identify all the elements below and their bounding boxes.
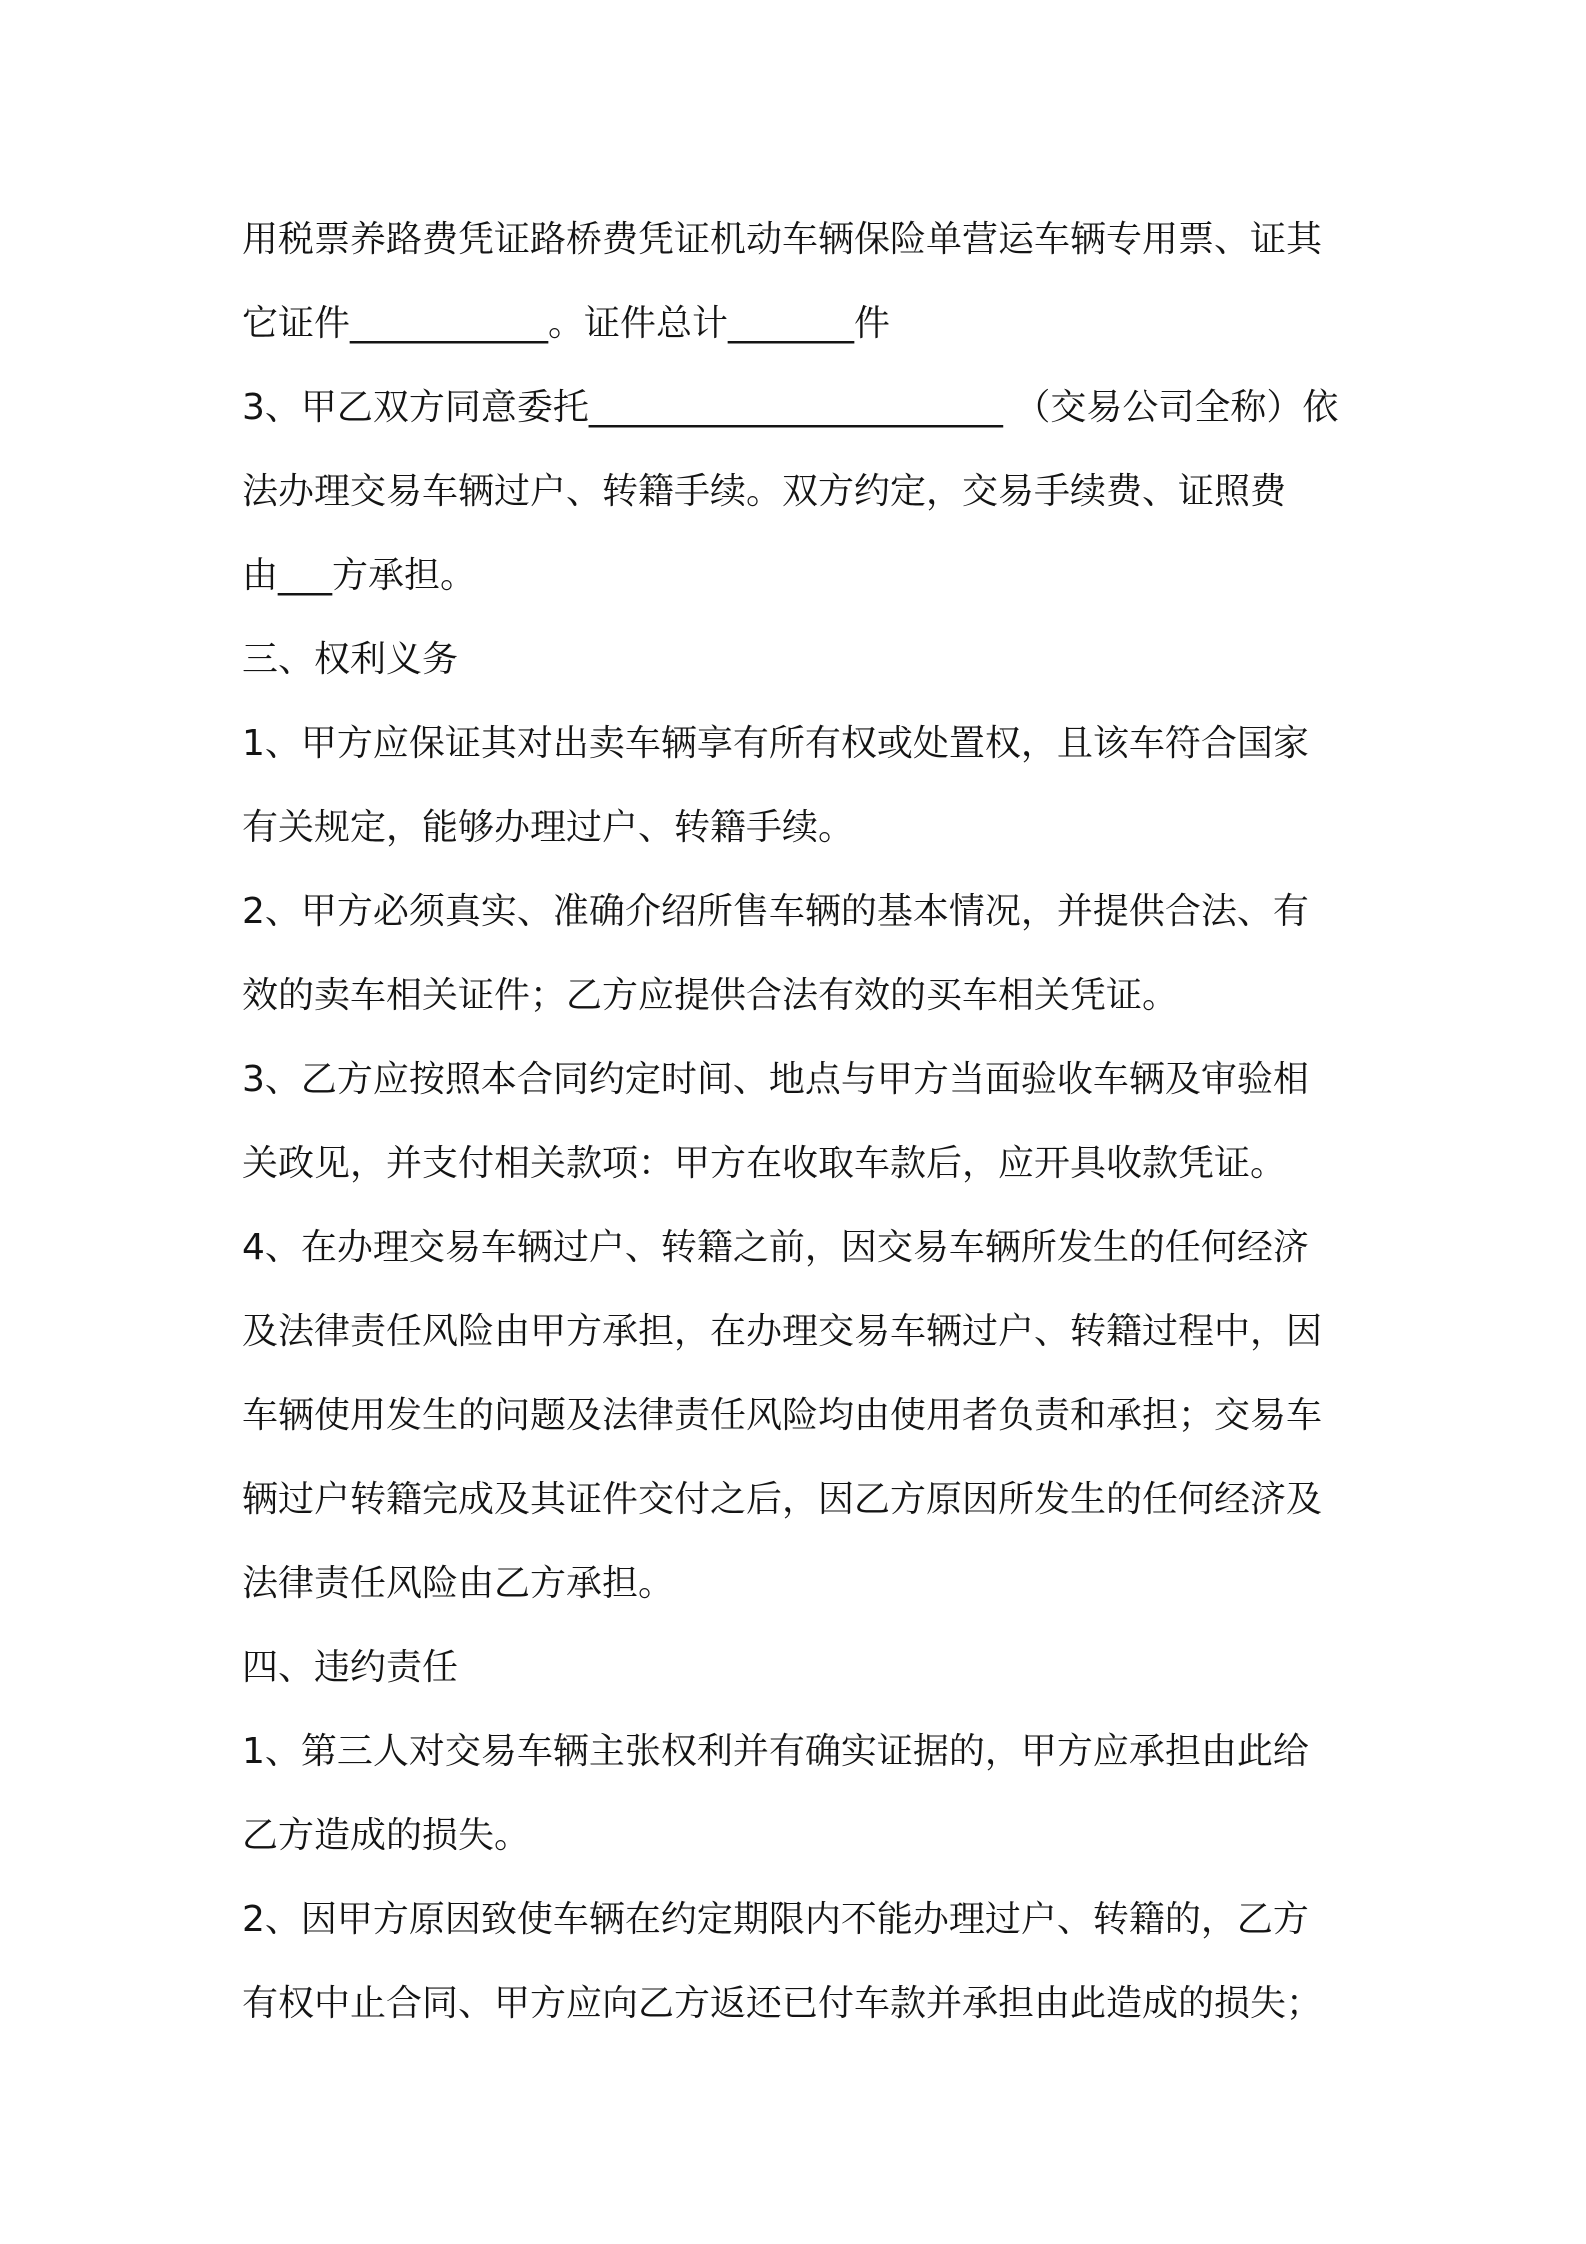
text-line: 它证件___________。证件总计_______件 (242, 303, 891, 344)
text-line: 由___方承担。 (242, 555, 477, 596)
text-line: 法律责任风险由乙方承担。 (242, 1563, 675, 1604)
text-line: 乙方造成的损失。 (242, 1815, 531, 1856)
text-line: 及法律责任风险由甲方承担，在办理交易车辆过户、转籍过程中，因 (242, 1311, 1323, 1352)
text-line: 效的卖车相关证件；乙方应提供合法有效的买车相关凭证。 (242, 975, 1179, 1016)
text-line: 2、因甲方原因致使车辆在约定期限内不能办理过户、转籍的，乙方 (242, 1899, 1309, 1940)
text-line: 3、乙方应按照本合同约定时间、地点与甲方当面验收车辆及审验相 (242, 1059, 1309, 1100)
text-line: 辆过户转籍完成及其证件交付之后，因乙方原因所发生的任何经济及 (242, 1479, 1323, 1520)
text-line: 有权中止合同、甲方应向乙方返还已付车款并承担由此造成的损失； (242, 1983, 1323, 2024)
text-line: 1、甲方应保证其对出卖车辆享有所有权或处置权，且该车符合国家 (242, 723, 1309, 764)
section-heading: 四、违约责任 (242, 1647, 459, 1688)
text-line: 法办理交易车辆过户、转籍手续。双方约定，交易手续费、证照费 (242, 471, 1287, 512)
text-line: 车辆使用发生的问题及法律责任风险均由使用者负责和承担；交易车 (242, 1395, 1323, 1436)
text-line: 2、甲方必须真实、准确介绍所售车辆的基本情况，并提供合法、有 (242, 891, 1309, 932)
document-body (242, 198, 1362, 2046)
section-heading: 三、权利义务 (242, 639, 459, 680)
text-line: 1、第三人对交易车辆主张权利并有确实证据的，甲方应承担由此给 (242, 1731, 1309, 1772)
text-line: 4、在办理交易车辆过户、转籍之前，因交易车辆所发生的任何经济 (242, 1227, 1309, 1268)
text-line: 有关规定，能够办理过户、转籍手续。 (242, 807, 855, 848)
text-line: 3、甲乙双方同意委托_______________________ （交易公司全称）依 (242, 387, 1339, 428)
text-line: 用税票养路费凭证路桥费凭证机动车辆保险单营运车辆专用票、证其 (242, 219, 1323, 260)
text-line: 关政见，并支付相关款项：甲方在收取车款后，应开具收款凭证。 (242, 1143, 1287, 1184)
